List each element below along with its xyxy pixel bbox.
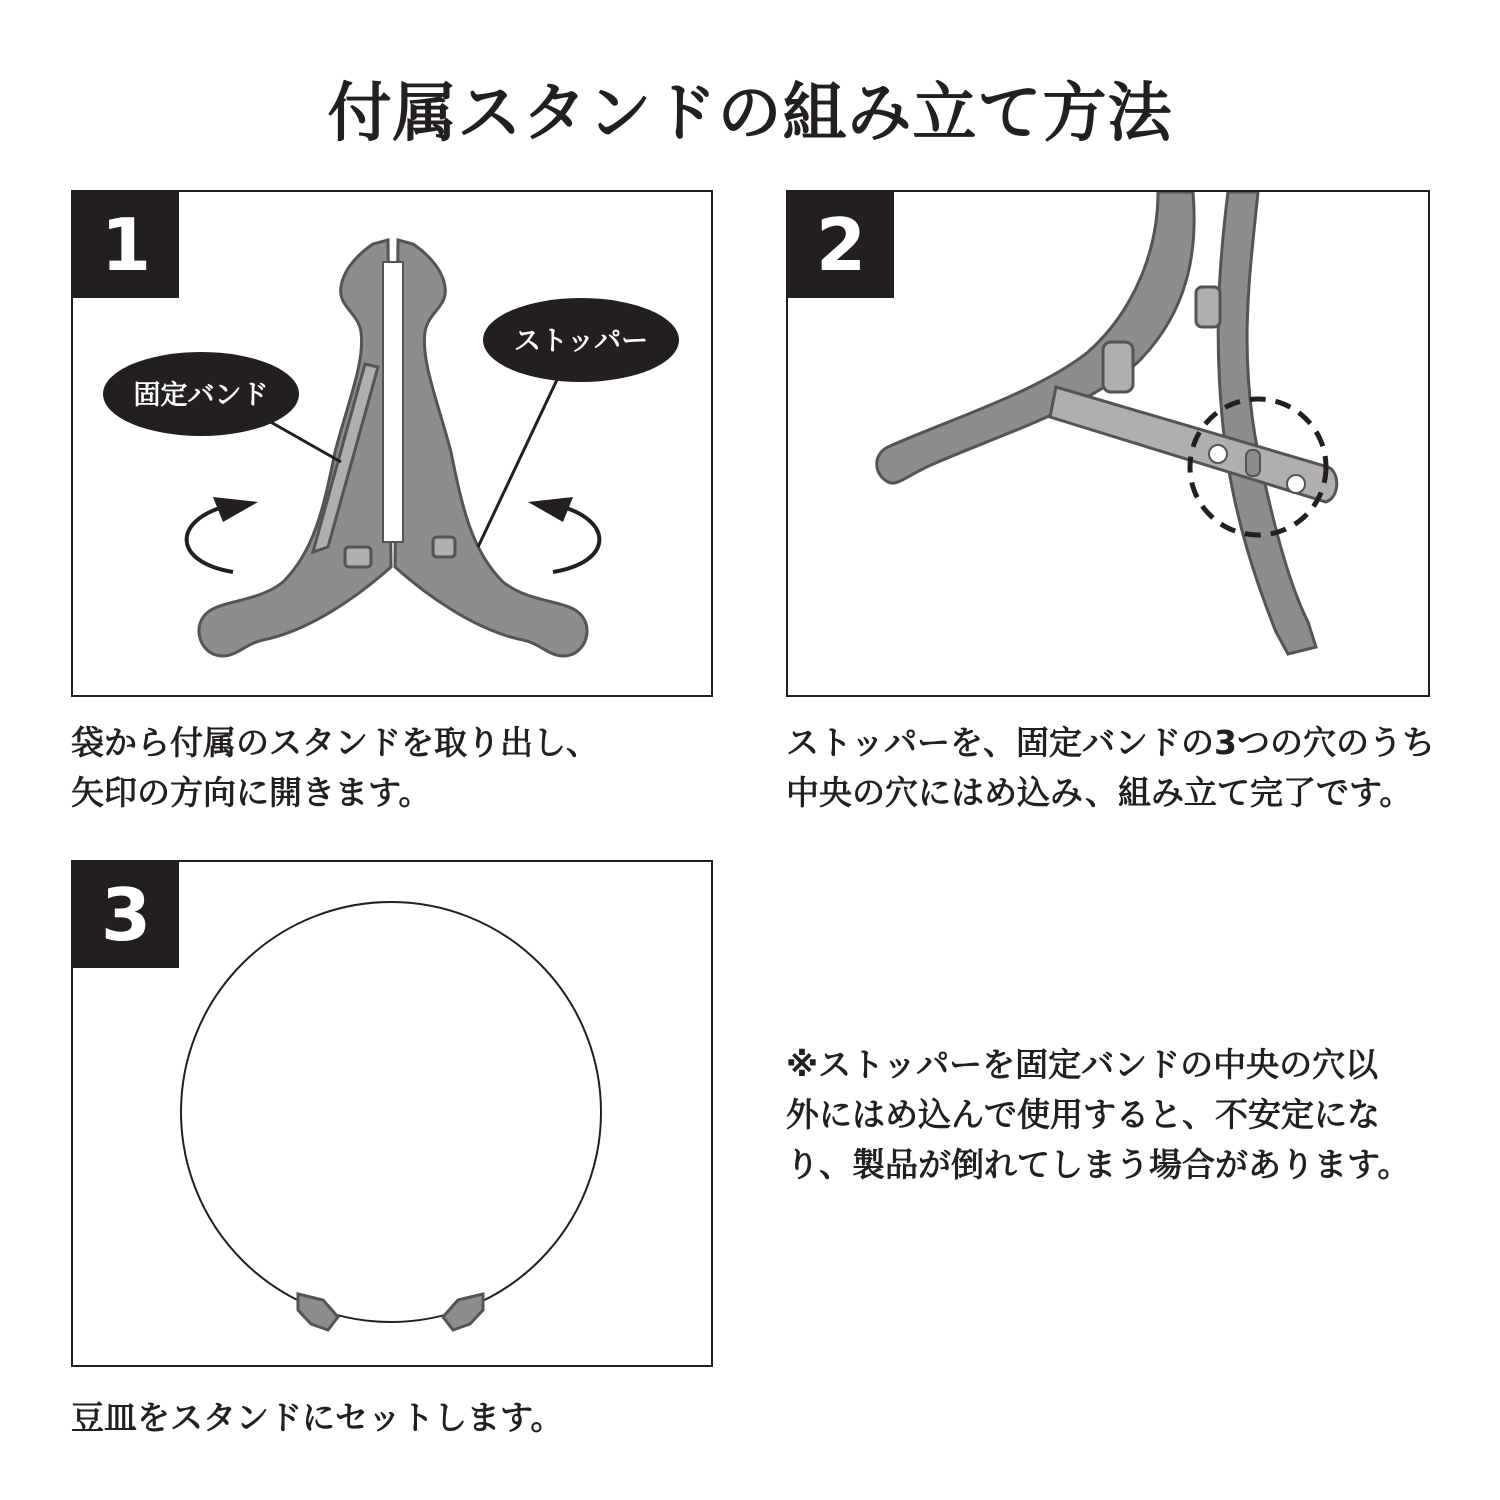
stand-right-leg (1218, 192, 1316, 654)
step-3-caption: 豆皿をスタンドにセットします。 (71, 1398, 564, 1437)
band-hole-1 (1209, 445, 1227, 463)
band-hole-center (1246, 450, 1260, 476)
callout-fixing-band-label: 固定バンド (133, 380, 269, 411)
step-1-caption (71, 718, 599, 818)
step-3-badge: 3 (73, 862, 179, 968)
caption-line: 矢印の方向に開きます。 (71, 773, 432, 812)
note-line: 外にはめ込んで使用すると、不安定にな (786, 1095, 1380, 1134)
stand-left-half (199, 240, 391, 656)
caption-line: 中央の穴にはめ込み、組み立て完了です。 (786, 773, 1413, 812)
note-line: ※ストッパーを固定バンドの中央の穴以 (786, 1045, 1379, 1084)
caution-note (786, 1040, 1410, 1190)
callout-stopper-label: ストッパー (513, 326, 649, 357)
plate (181, 902, 601, 1322)
step-2-caption (786, 718, 1435, 818)
step-3-panel (71, 860, 713, 1367)
page-title: 付属スタンドの組み立て方法 (327, 77, 1173, 151)
note-line: り、製品が倒れてしまう場合があります。 (786, 1145, 1411, 1184)
caption-line: ストッパーを、固定バンドの3つの穴のうち (786, 723, 1435, 762)
step-2-panel (786, 190, 1430, 697)
caption-line: 袋から付属のスタンドを取り出し、 (71, 723, 599, 762)
band-hole-3 (1287, 475, 1305, 493)
step-1-panel (71, 190, 713, 697)
step-2-badge: 2 (788, 192, 894, 298)
step-1-badge: 1 (73, 192, 179, 298)
